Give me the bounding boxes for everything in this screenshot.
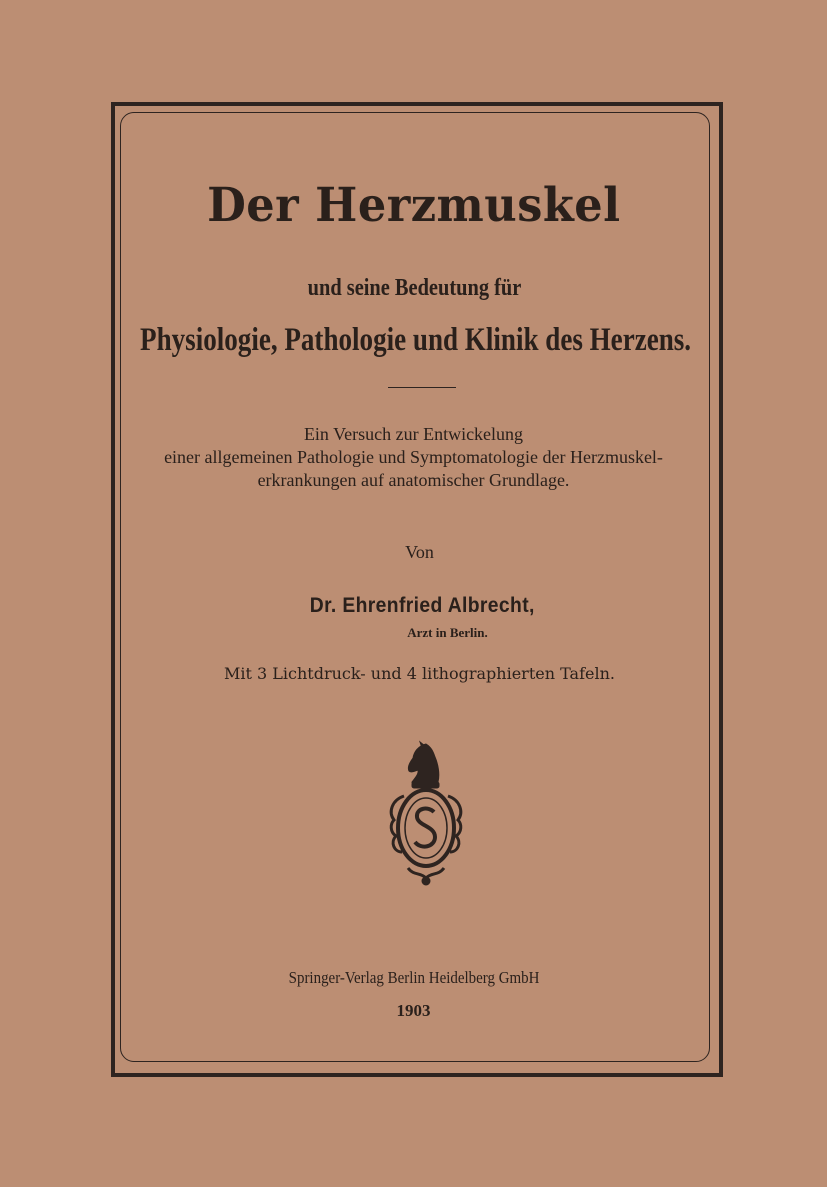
publication-year: 1903 bbox=[396, 1001, 431, 1020]
author-affiliation: Arzt in Berlin. bbox=[407, 625, 488, 640]
book-title: Der Herzmuskel bbox=[207, 178, 621, 233]
springer-knight-emblem-icon bbox=[382, 740, 472, 890]
inner-border bbox=[120, 112, 710, 1062]
description-line-1: Ein Versuch zur Entwickelung bbox=[303, 424, 524, 444]
byline: Von bbox=[405, 542, 434, 562]
description-line-3: erkrankungen auf anatomischer Grundlage. bbox=[257, 470, 570, 490]
subtitle-line-1: und seine Bedeutung für bbox=[307, 275, 522, 301]
subtitle-line-2: Physiologie, Pathologie und Klinik des Herzens. bbox=[140, 322, 692, 358]
author-name: Dr. Ehrenfried Albrecht, bbox=[309, 594, 535, 617]
description-line-2: einer allgemeinen Pathologie und Symptomatologie der Herzmuskel- bbox=[164, 447, 663, 467]
separator-rule bbox=[388, 387, 456, 388]
plates-note: Mit 3 Lichtdruck- und 4 lithographierten Tafeln. bbox=[224, 664, 615, 683]
publisher: Springer-Verlag Berlin Heidelberg GmbH bbox=[288, 968, 540, 987]
